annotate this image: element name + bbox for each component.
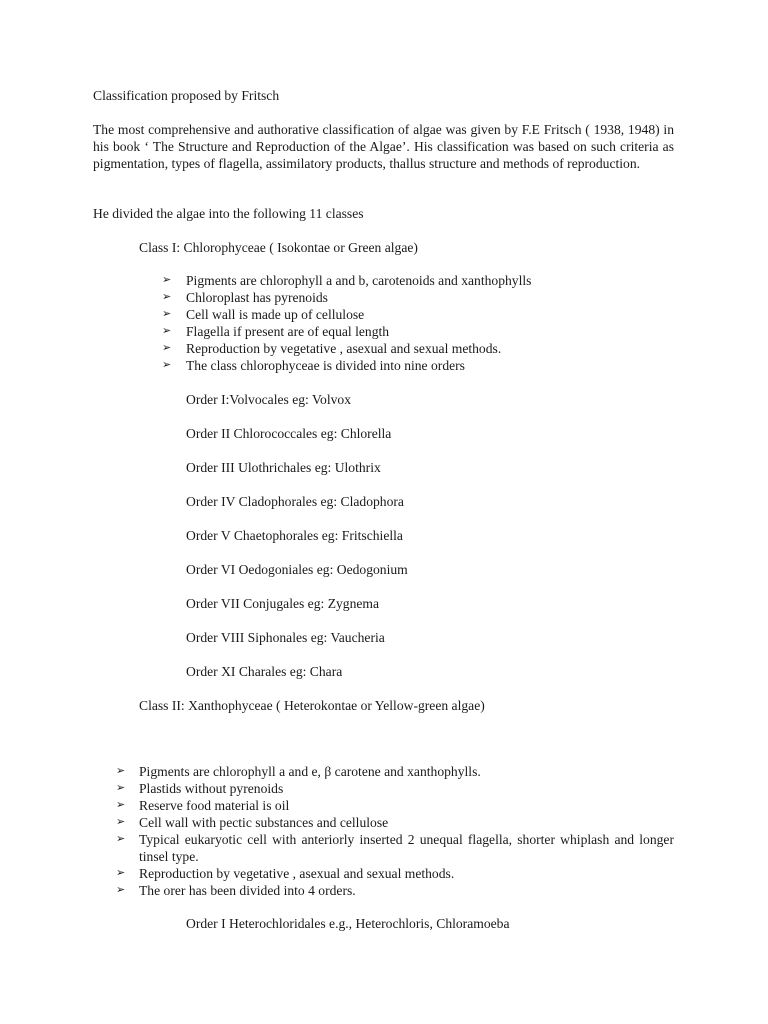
list-item: ➢ Chloroplast has pyrenoids <box>162 290 328 305</box>
list-item: ➢ Reproduction by vegetative , asexual and sexual methods. <box>162 341 502 356</box>
list-item: ➢ The class chlorophyceae is divided into nine orders <box>162 358 465 373</box>
class2-title: Class II: Xanthophyceae ( Heterokontae or Yellow-green algae) <box>139 698 485 713</box>
classes-intro-line: He divided the algae into the following 11 classes <box>93 206 364 221</box>
arrow-bullet-icon: ➢ <box>162 308 172 320</box>
class1-order-1: Order I:Volvocales eg: Volvox <box>186 392 351 407</box>
list-item: ➢ Flagella if present are of equal length <box>162 324 390 339</box>
class1-title: Class I: Chlorophyceae ( Isokontae or Green algae) <box>139 240 418 255</box>
arrow-bullet-icon: ➢ <box>162 342 172 354</box>
list-item: ➢ Pigments are chlorophyll a and e, β carotene and xanthophylls. <box>116 764 481 779</box>
arrow-bullet-icon: ➢ <box>162 291 172 303</box>
class1-order-4: Order IV Cladophorales eg: Cladophora <box>186 494 404 509</box>
class1-order-6: Order VI Oedogoniales eg: Oedogonium <box>186 562 408 577</box>
arrow-bullet-icon: ➢ <box>162 274 172 286</box>
arrow-bullet-icon: ➢ <box>162 359 172 371</box>
arrow-bullet-icon: ➢ <box>116 833 126 845</box>
arrow-bullet-icon: ➢ <box>116 816 126 828</box>
class2-characteristics-list <box>116 763 674 899</box>
arrow-bullet-icon: ➢ <box>162 325 172 337</box>
arrow-bullet-icon: ➢ <box>116 867 126 879</box>
list-item: ➢ Reproduction by vegetative , asexual and sexual methods. <box>116 866 455 881</box>
arrow-bullet-icon: ➢ <box>116 782 126 794</box>
list-item: ➢ Reserve food material is oil <box>116 798 290 813</box>
list-item: ➢ Typical eukaryotic cell with anteriorly inserted 2 unequal flagella, shorter whiplash and longer tinsel type. <box>116 832 674 864</box>
class1-order-2: Order II Chlorococcales eg: Chlorella <box>186 426 392 441</box>
arrow-bullet-icon: ➢ <box>116 765 126 777</box>
list-item: ➢ Cell wall is made up of cellulose <box>162 307 365 322</box>
class1-order-8: Order VIII Siphonales eg: Vaucheria <box>186 630 385 645</box>
list-item: ➢ The orer has been divided into 4 orders. <box>116 883 356 898</box>
class1-order-3: Order III Ulothrichales eg: Ulothrix <box>186 460 381 475</box>
arrow-bullet-icon: ➢ <box>116 799 126 811</box>
class1-order-9: Order XI Charales eg: Chara <box>186 664 343 679</box>
list-item: ➢ Plastids without pyrenoids <box>116 781 284 796</box>
arrow-bullet-icon: ➢ <box>116 884 126 896</box>
class1-order-7: Order VII Conjugales eg: Zygnema <box>186 596 380 611</box>
intro-paragraph: The most comprehensive and authorative classification of algae was given by F.E Fritsch ( 1938, 1948) in his book ‘ The Structure and Reproduction of the Algae’. His classification was based on such criteria as pigmentation, types of flagella, assimilatory products, thallus structure and methods of reproduction. <box>93 122 674 171</box>
class1-order-5: Order V Chaetophorales eg: Fritschiella <box>186 528 403 543</box>
document-heading: Classification proposed by Fritsch <box>93 88 280 103</box>
class2-order-1: Order I Heterochloridales e.g., Heterochloris, Chloramoeba <box>186 916 510 931</box>
list-item: ➢ Cell wall with pectic substances and cellulose <box>116 815 389 830</box>
list-item: ➢ Pigments are chlorophyll a and b, carotenoids and xanthophylls <box>162 273 532 288</box>
class1-characteristics-list <box>162 272 682 374</box>
